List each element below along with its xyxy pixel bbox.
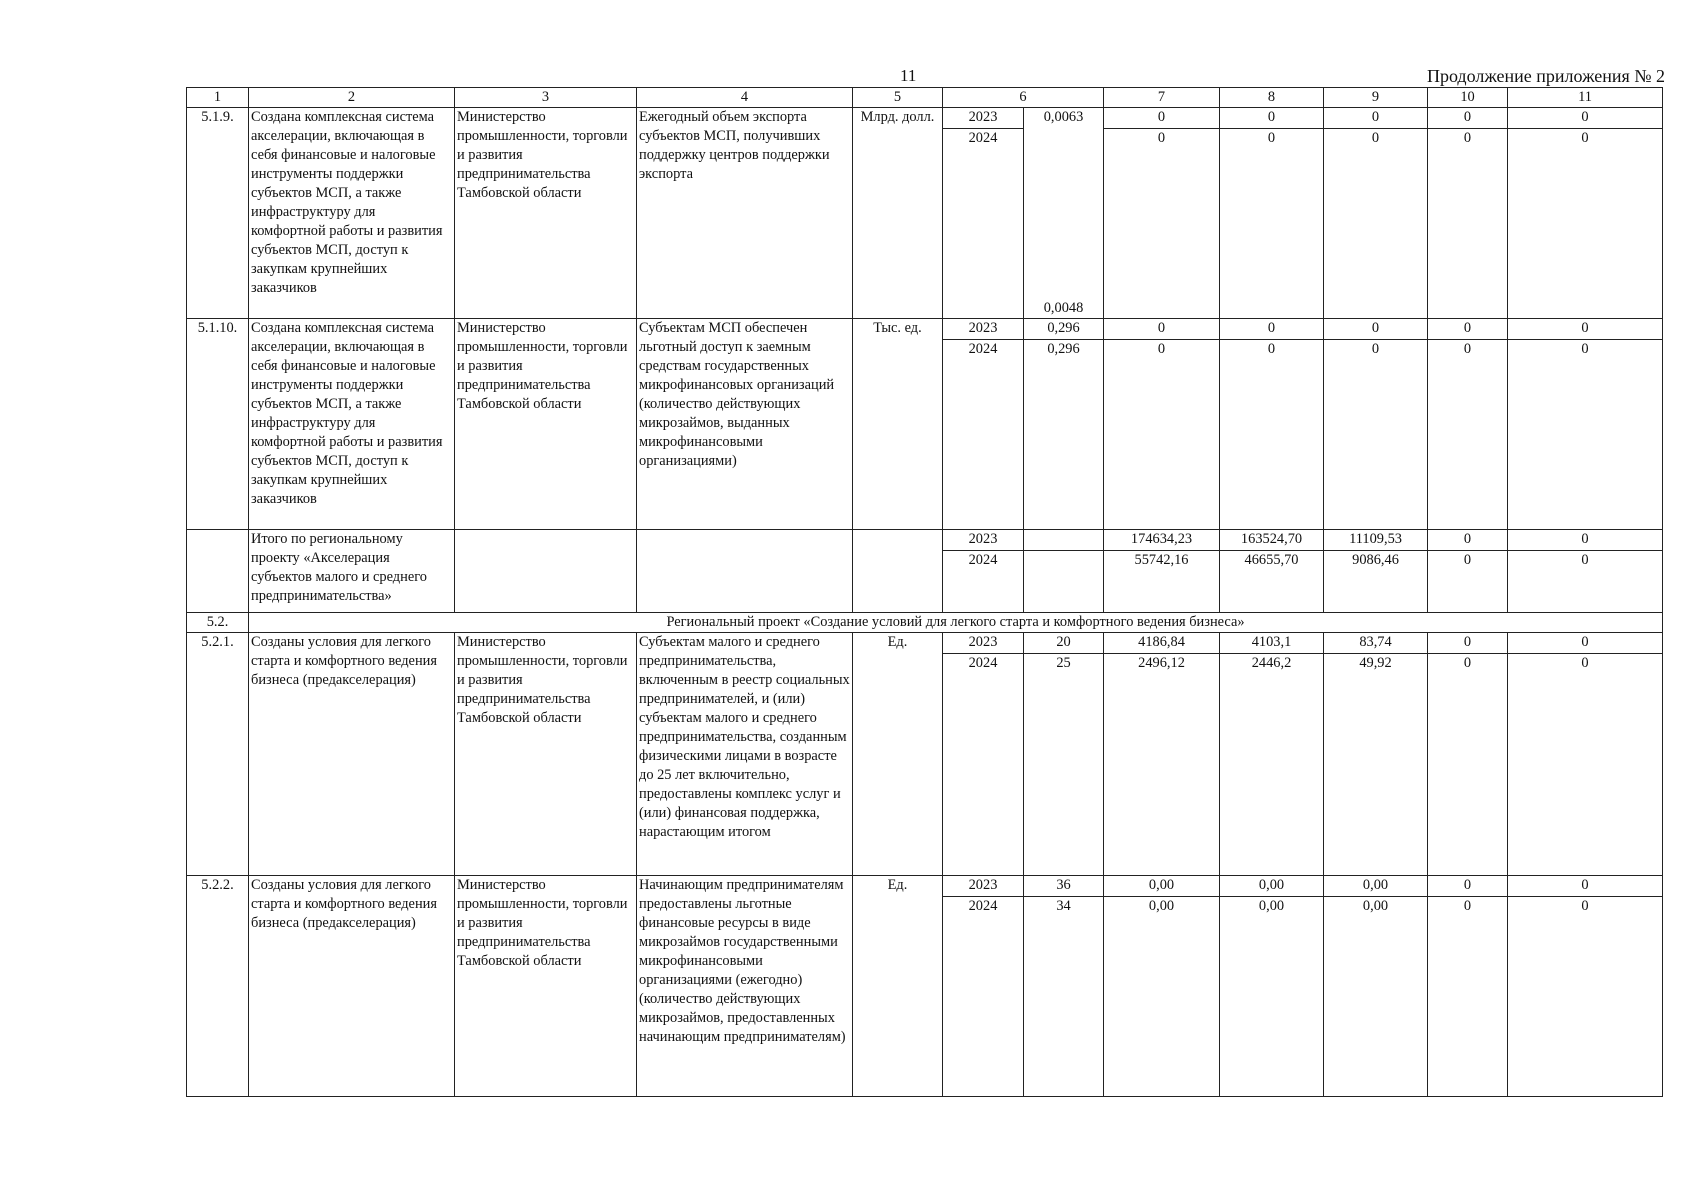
year: 2024 [943, 551, 1024, 613]
cell-value: 0 [1220, 319, 1324, 340]
column-header: 11 [1508, 88, 1663, 108]
cell-value: 0 [1508, 129, 1663, 319]
cell-value: 0 [1104, 319, 1220, 340]
empty-cell [455, 530, 637, 613]
cell-value: 0,00 [1324, 897, 1428, 1097]
indicator-value [1024, 530, 1104, 551]
unit: Млрд. долл. [853, 108, 943, 319]
column-header: 1 [187, 88, 249, 108]
unit: Тыс. ед. [853, 319, 943, 530]
cell-value: 83,74 [1324, 633, 1428, 654]
event-name: Создана комплексная система акселерации, включающая в себя финансовые и налоговые инструменты поддержки субъектов МСП, а также инфраструктуру для комфортной работы и развития субъектов МСП, доступ к закупкам крупнейших заказчиков [249, 319, 455, 530]
executor: Министерство промышленности, торговли и развития предпринимательства Тамбовской области [455, 876, 637, 1097]
column-header-row [187, 88, 1663, 108]
row-number: 5.1.10. [187, 319, 249, 530]
row-number: 5.1.9. [187, 108, 249, 319]
executor: Министерство промышленности, торговли и развития предпринимательства Тамбовской области [455, 319, 637, 530]
cell-value: 11109,53 [1324, 530, 1428, 551]
appendix-continuation-label: Продолжение приложения № 2 [1426, 66, 1665, 86]
empty-cell [637, 530, 853, 613]
column-header: 2 [249, 88, 455, 108]
indicator: Ежегодный объем экспорта субъектов МСП, получивших поддержку центров поддержки экспорта [637, 108, 853, 319]
event-name: Созданы условия для легкого старта и комфортного ведения бизнеса (предакселерация) [249, 633, 455, 876]
cell-value: 0 [1428, 551, 1508, 613]
indicator-value: 0,296 [1024, 340, 1104, 530]
indicator-value [1024, 551, 1104, 613]
year: 2023 [943, 319, 1024, 340]
indicator-value: 0,0048 [1043, 300, 1084, 316]
unit: Ед. [853, 633, 943, 876]
cell-value: 0 [1508, 340, 1663, 530]
table-row [187, 633, 1663, 654]
column-header: 3 [455, 88, 637, 108]
table-row-total [187, 530, 1663, 551]
cell-value: 0,00 [1324, 876, 1428, 897]
indicator: Субъектам малого и среднего предпринимательства, включенным в реестр социальных предпринимателей, и (или) субъектам малого и среднего предпринимательства, созданным физическими лицами в возрасте до 25 лет включительно, предоставлены комплекс услуг и (или) финансовая поддержка, нарастающим итогом [637, 633, 853, 876]
cell-value: 46655,70 [1220, 551, 1324, 613]
table-row [187, 108, 1663, 129]
year: 2024 [943, 897, 1024, 1097]
cell-value: 0 [1428, 876, 1508, 897]
event-name: Создана комплексная система акселерации, включающая в себя финансовые и налоговые инструменты поддержки субъектов МСП, а также инфраструктуру для комфортной работы и развития субъектов МСП, доступ к закупкам крупнейших заказчиков [249, 108, 455, 319]
plan-table [186, 87, 1663, 1097]
cell-value: 0,00 [1104, 876, 1220, 897]
cell-value: 0 [1428, 340, 1508, 530]
cell-value: 0 [1508, 633, 1663, 654]
cell-value: 4103,1 [1220, 633, 1324, 654]
column-header: 4 [637, 88, 853, 108]
cell-value: 9086,46 [1324, 551, 1428, 613]
section-number: 5.2. [187, 613, 249, 633]
column-header: 6 [943, 88, 1104, 108]
cell-value: 0 [1428, 897, 1508, 1097]
indicator-value: 25 [1024, 654, 1104, 876]
indicator-value: 20 [1024, 633, 1104, 654]
cell-value: 0 [1428, 108, 1508, 129]
year: 2024 [943, 340, 1024, 530]
section-row [187, 613, 1663, 633]
column-header: 9 [1324, 88, 1428, 108]
page-number: 11 [900, 66, 917, 85]
row-number: 5.2.2. [187, 876, 249, 1097]
cell-value: 0 [1324, 129, 1428, 319]
cell-value: 0 [1324, 340, 1428, 530]
table-row [187, 319, 1663, 340]
cell-value: 0 [1428, 633, 1508, 654]
unit: Ед. [853, 876, 943, 1097]
cell-value: 0 [1324, 108, 1428, 129]
year: 2023 [943, 633, 1024, 654]
year: 2023 [943, 530, 1024, 551]
cell-value: 0 [1324, 319, 1428, 340]
cell-value: 0 [1104, 129, 1220, 319]
cell-value: 0 [1508, 654, 1663, 876]
cell-value: 163524,70 [1220, 530, 1324, 551]
section-title: Региональный проект «Создание условий для легкого старта и комфортного ведения бизнеса» [249, 613, 1663, 633]
indicator: Начинающим предпринимателям предоставлены льготные финансовые ресурсы в виде микрозаймов государственными микрофинансовыми организациями (ежегодно) (количество действующих микрозаймов, предоставленных начинающим предпринимателям) [637, 876, 853, 1097]
cell-value: 4186,84 [1104, 633, 1220, 654]
cell-value: 0 [1428, 654, 1508, 876]
cell-value: 174634,23 [1104, 530, 1220, 551]
cell-value: 0 [1104, 340, 1220, 530]
empty-cell [187, 530, 249, 613]
executor: Министерство промышленности, торговли и развития предпринимательства Тамбовской области [455, 108, 637, 319]
total-label: Итого по региональному проекту «Акселерация субъектов малого и среднего предпринимательства» [249, 530, 455, 613]
cell-value: 0 [1428, 319, 1508, 340]
cell-value: 0 [1508, 319, 1663, 340]
cell-value: 49,92 [1324, 654, 1428, 876]
cell-value: 0 [1220, 108, 1324, 129]
cell-value: 0,00 [1220, 897, 1324, 1097]
cell-value: 0 [1508, 876, 1663, 897]
event-name: Созданы условия для легкого старта и комфортного ведения бизнеса (предакселерация) [249, 876, 455, 1097]
cell-value: 0 [1508, 897, 1663, 1097]
indicator-value: 34 [1024, 897, 1104, 1097]
year: 2024 [943, 129, 1024, 319]
column-header: 10 [1428, 88, 1508, 108]
table-row [187, 876, 1663, 897]
column-header: 7 [1104, 88, 1220, 108]
indicator-values [1024, 108, 1104, 319]
cell-value: 55742,16 [1104, 551, 1220, 613]
cell-value: 0 [1508, 551, 1663, 613]
cell-value: 0 [1428, 530, 1508, 551]
cell-value: 0,00 [1104, 897, 1220, 1097]
empty-cell [853, 530, 943, 613]
cell-value: 2446,2 [1220, 654, 1324, 876]
row-number: 5.2.1. [187, 633, 249, 876]
indicator-value: 0,0063 [1043, 109, 1084, 125]
column-header: 8 [1220, 88, 1324, 108]
year: 2024 [943, 654, 1024, 876]
indicator-value: 0,296 [1024, 319, 1104, 340]
cell-value: 2496,12 [1104, 654, 1220, 876]
cell-value: 0 [1508, 530, 1663, 551]
year: 2023 [943, 108, 1024, 129]
indicator-value: 36 [1024, 876, 1104, 897]
cell-value: 0 [1220, 129, 1324, 319]
cell-value: 0 [1104, 108, 1220, 129]
indicator: Субъектам МСП обеспечен льготный доступ к заемным средствам государственных микрофинансовых организаций (количество действующих микрозаймов, выданных микрофинансовыми организациями) [637, 319, 853, 530]
column-header: 5 [853, 88, 943, 108]
cell-value: 0 [1428, 129, 1508, 319]
cell-value: 0,00 [1220, 876, 1324, 897]
executor: Министерство промышленности, торговли и развития предпринимательства Тамбовской области [455, 633, 637, 876]
year: 2023 [943, 876, 1024, 897]
cell-value: 0 [1508, 108, 1663, 129]
cell-value: 0 [1220, 340, 1324, 530]
